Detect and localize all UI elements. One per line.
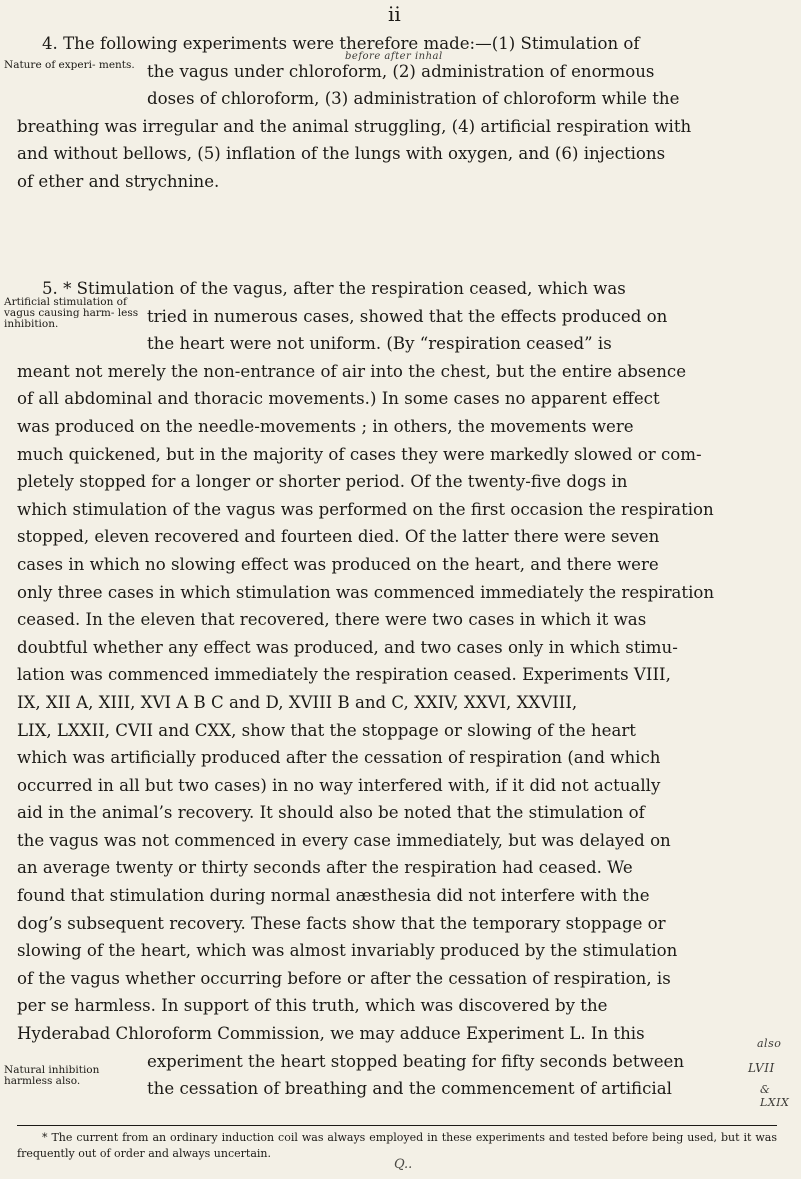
text-line: experiment the heart stopped beating for fifty seconds between [147,1051,685,1071]
text-line: much quickened, but in the majority of cases they were markedly slowed or com- [17,444,702,464]
handwritten-numeral-2: & LXIX [760,1083,790,1109]
margin-note-nature: Nature of experi- ments. [4,59,135,71]
handwritten-also: also [757,1037,782,1050]
text-line: was produced on the needle-movements ; in others, the movements were [17,416,634,436]
text-line: the vagus was not commenced in every case immediately, but was delayed on [17,830,671,850]
text-line: Hyderabad Chloroform Commission, we may adduce Experiment L. In this [17,1024,645,1044]
text-line: which was artificially produced after the cessation of respiration (and which [17,748,661,768]
text-line: the heart were not uniform. (By “respiration ceased” is [147,334,612,354]
text-line: occurred in all but two cases) in no way interfered with, if it did not actually [17,775,661,795]
text-line: and without bellows, (5) inflation of the lungs with oxygen, and (6) injections [17,144,666,164]
text-line: slowing of the heart, which was almost invariably produced by the stimulation [17,941,678,961]
text-line: breathing was irregular and the animal struggling, (4) artificial respiration with [17,116,692,136]
text-line: 4. The following experiments were therefore made:—(1) Stimulation of [42,34,640,53]
text-line: ceased. In the eleven that recovered, there were two cases in which it was [17,610,647,630]
page-number: ii [388,2,401,26]
bottom-handwritten-mark: Q.. [394,1157,413,1172]
text-line: the vagus under chloroform, (2) administration of enormous [147,61,655,81]
text-line: lation was commenced immediately the respiration ceased. Experiments VIII, [17,665,671,685]
text-line: of the vagus whether occurring before or after the cessation of respiration, is [17,968,671,988]
margin-note-artificial: Artificial stimulation of vagus causing harm- less inhibition. [4,296,139,330]
text-line: doses of chloroform, (3) administration of chloroform while the [147,89,680,109]
text-line: an average twenty or thirty seconds after the respiration had ceased. We [17,858,633,878]
text-line: which stimulation of the vagus was performed on the first occasion the respiration [17,499,714,519]
text-line: the cessation of breathing and the commencement of artificial [147,1079,672,1099]
text-line: cases in which no slowing effect was produced on the heart, and there were [17,554,659,574]
margin-note-natural: Natural inhibition harmless also. [4,1064,100,1087]
text-line: aid in the animal’s recovery. It should also be noted that the stimulation of [17,803,645,823]
handwritten-annotation: before after inhal [345,51,443,62]
text-line: per se harmless. In support of this truth, which was discovered by the [17,996,608,1016]
text-line: found that stimulation during normal anæsthesia did not interfere with the [17,886,650,906]
text-line: tried in numerous cases, showed that the effects produced on [147,306,668,326]
text-line: doubtful whether any effect was produced, and two cases only in which stimu- [17,637,678,657]
footnote-divider [17,1125,777,1126]
paragraph-4 [17,30,777,196]
text-line: 5. * Stimulation of the vagus, after the respiration ceased, which was [42,279,626,298]
text-line: meant not merely the non-entrance of air into the chest, but the entire absence [17,361,687,381]
handwritten-numeral: LVII [748,1061,775,1075]
text-line: IX, XII A, XIII, XVI A B C and D, XVIII B and C, XXIV, XXVI, XXVIII, [17,692,578,712]
text-line: LIX, LXXII, CVII and CXX, show that the stoppage or slowing of the heart [17,720,636,740]
text-line: of ether and strychnine. [17,171,220,191]
text-line: pletely stopped for a longer or shorter period. Of the twenty-five dogs in [17,472,628,492]
footnote: * The current from an ordinary induction coil was always employed in these experiments and tested before being used, but it was frequently out of order and always uncertain. [17,1131,777,1160]
text-line: of all abdominal and thoracic movements.) In some cases no apparent effect [17,389,660,409]
paragraph-5 [17,275,777,1103]
text-line: only three cases in which stimulation was commenced immediately the respiration [17,582,715,602]
text-line: dog’s subsequent recovery. These facts show that the temporary stoppage or [17,913,666,933]
text-line: stopped, eleven recovered and fourteen died. Of the latter there were seven [17,527,660,547]
